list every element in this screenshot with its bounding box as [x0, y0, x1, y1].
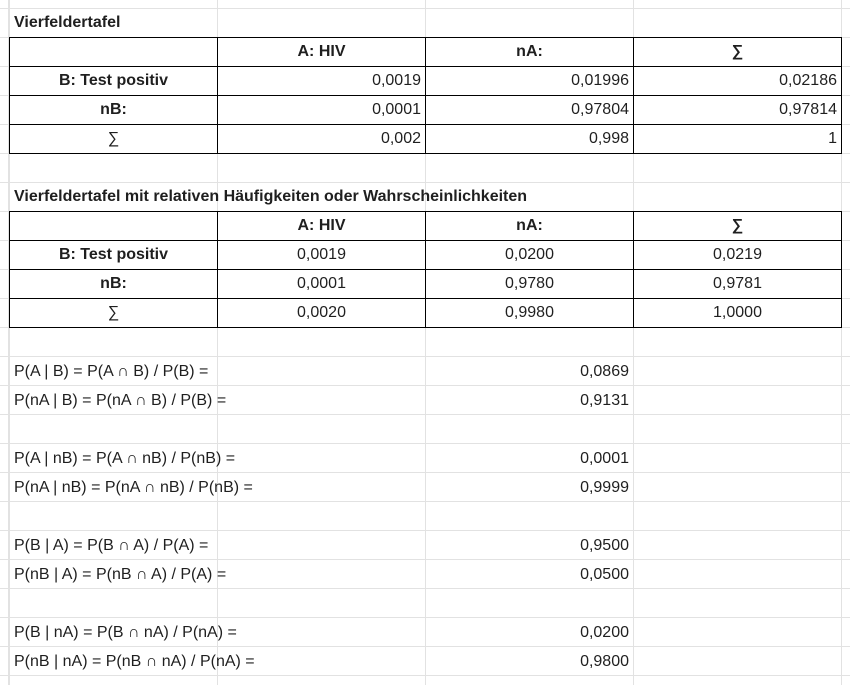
table2	[9, 211, 842, 328]
table1-header-cell[interactable]	[10, 38, 218, 67]
table2-header-cell[interactable]: ∑	[634, 212, 842, 241]
table2-cell[interactable]: 0,9781	[634, 270, 842, 299]
calc-row	[0, 473, 850, 502]
table2-cell[interactable]: 0,0020	[218, 299, 426, 328]
table1-header-cell[interactable]: ∑	[634, 38, 842, 67]
table-row	[10, 67, 842, 96]
table-row	[10, 241, 842, 270]
calc-row	[0, 444, 850, 473]
table1-cell[interactable]: 1	[634, 125, 842, 154]
calc-formula[interactable]: P(A | nB) = P(A ∩ nB) / P(nB) =	[14, 450, 236, 467]
table1-header-cell[interactable]: A: HIV	[218, 38, 426, 67]
table1-row-label[interactable]: nB:	[10, 96, 218, 125]
calc-value[interactable]: 0,9800	[580, 653, 629, 670]
calc-value[interactable]: 0,9131	[580, 392, 629, 409]
table2-cell[interactable]: 0,9980	[426, 299, 634, 328]
calc-row	[0, 531, 850, 560]
table1-cell[interactable]: 0,0001	[218, 96, 426, 125]
table1-cell[interactable]: 0,01996	[426, 67, 634, 96]
table-row	[10, 96, 842, 125]
calc-row	[0, 560, 850, 589]
calc-value[interactable]: 0,0200	[580, 624, 629, 641]
table1-row-label[interactable]: ∑	[10, 125, 218, 154]
calc-formula[interactable]: P(nA | B) = P(nA ∩ B) / P(B) =	[14, 392, 227, 409]
table2-row-label[interactable]: nB:	[10, 270, 218, 299]
table2-title[interactable]: Vierfeldertafel mit relativen Häufigkeiten oder Wahrscheinlichkeiten	[14, 188, 528, 205]
table2-header-cell[interactable]: A: HIV	[218, 212, 426, 241]
table1	[9, 37, 842, 154]
table2-row-label[interactable]: ∑	[10, 299, 218, 328]
table-row	[10, 299, 842, 328]
table1-header-cell[interactable]: nA:	[426, 38, 634, 67]
table1-cell[interactable]: 0,002	[218, 125, 426, 154]
table2-row-label[interactable]: B: Test positiv	[10, 241, 218, 270]
table2-header-cell[interactable]: nA:	[426, 212, 634, 241]
calc-formula[interactable]: P(nB | nA) = P(nB ∩ nA) / P(nA) =	[14, 653, 255, 670]
table1-title[interactable]: Vierfeldertafel	[14, 14, 121, 31]
table-row	[10, 125, 842, 154]
table2-header-cell[interactable]	[10, 212, 218, 241]
table2-cell[interactable]: 0,9780	[426, 270, 634, 299]
table2-cell[interactable]: 1,0000	[634, 299, 842, 328]
table1-cell[interactable]: 0,0019	[218, 67, 426, 96]
table1-cell[interactable]: 0,998	[426, 125, 634, 154]
calc-formula[interactable]: P(A | B) = P(A ∩ B) / P(B) =	[14, 363, 209, 380]
table1-cell[interactable]: 0,97804	[426, 96, 634, 125]
calc-formula[interactable]: P(B | nA) = P(B ∩ nA) / P(nA) =	[14, 624, 237, 641]
calc-row	[0, 618, 850, 647]
calc-row	[0, 386, 850, 415]
table2-header-row	[10, 212, 842, 241]
calc-value[interactable]: 0,0001	[580, 450, 629, 467]
calc-formula[interactable]: P(nB | A) = P(nB ∩ A) / P(A) =	[14, 566, 227, 583]
table2-cell[interactable]: 0,0200	[426, 241, 634, 270]
table1-cell[interactable]: 0,02186	[634, 67, 842, 96]
calc-value[interactable]: 0,9999	[580, 479, 629, 496]
calc-row	[0, 647, 850, 676]
table1-row-label[interactable]: B: Test positiv	[10, 67, 218, 96]
calc-formula[interactable]: P(nA | nB) = P(nA ∩ nB) / P(nB) =	[14, 479, 253, 496]
table2-cell[interactable]: 0,0219	[634, 241, 842, 270]
table1-header-row	[10, 38, 842, 67]
calc-value[interactable]: 0,0869	[580, 363, 629, 380]
table2-cell[interactable]: 0,0001	[218, 270, 426, 299]
calc-value[interactable]: 0,9500	[580, 537, 629, 554]
table-row	[10, 270, 842, 299]
table1-cell[interactable]: 0,97814	[634, 96, 842, 125]
calc-value[interactable]: 0,0500	[580, 566, 629, 583]
table2-cell[interactable]: 0,0019	[218, 241, 426, 270]
calc-row	[0, 357, 850, 386]
calc-formula[interactable]: P(B | A) = P(B ∩ A) / P(A) =	[14, 537, 209, 554]
